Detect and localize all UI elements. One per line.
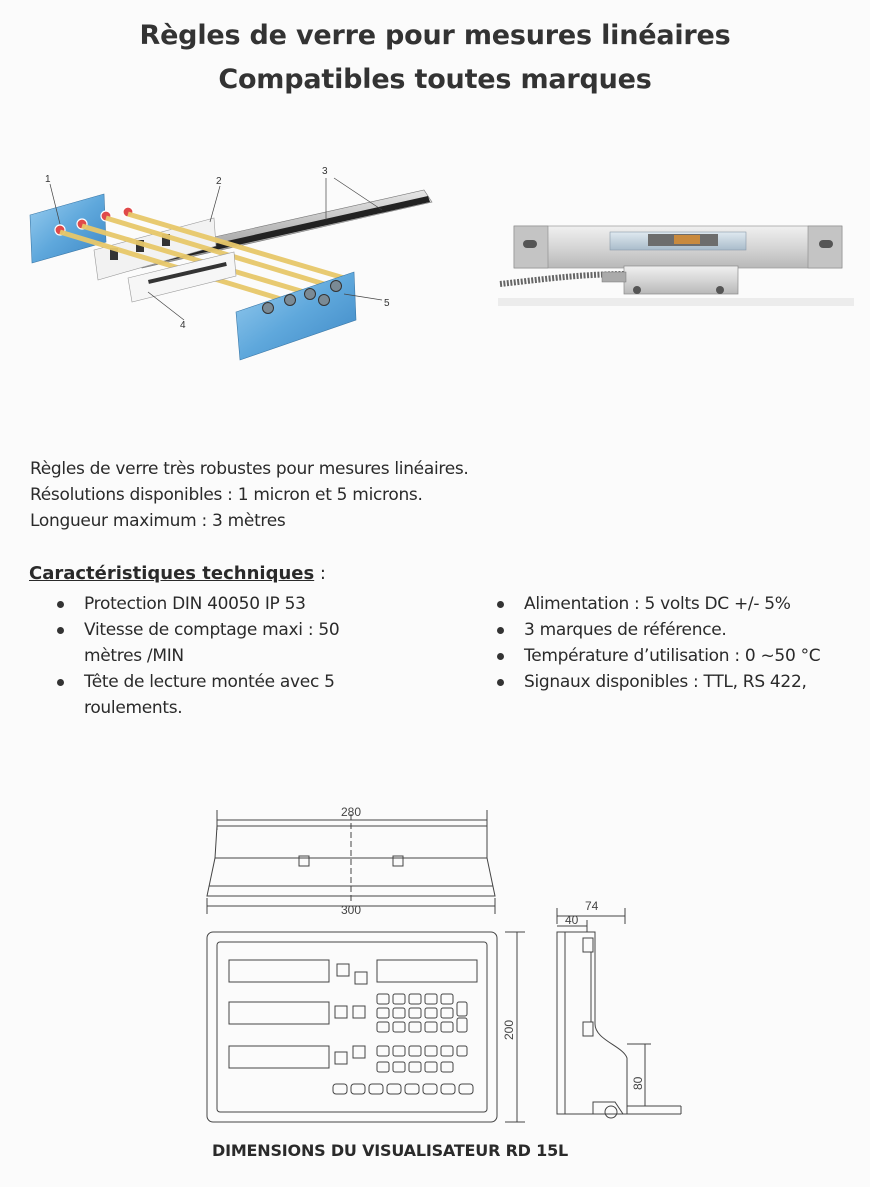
specs-heading-label: Caractéristiques techniques — [29, 563, 315, 584]
dim-280: 280 — [341, 805, 362, 819]
callout-2: 2 — [216, 176, 222, 187]
intro-text — [30, 456, 469, 534]
dim-40: 40 — [565, 913, 579, 927]
title-line-2: Compatibles toutes marques — [218, 64, 652, 95]
callout-4: 4 — [180, 320, 186, 331]
dim-200: 200 — [502, 1019, 516, 1040]
callout-3: 3 — [322, 166, 328, 177]
side-view-outline — [557, 932, 627, 1114]
spec-item: Vitesse de comptage maxi : 50 mètres /MIN — [57, 617, 387, 669]
specs-list-right — [497, 591, 857, 695]
dim-74: 74 — [585, 899, 599, 913]
specs-list-left — [57, 591, 387, 721]
glass-scale-product-image — [498, 222, 854, 308]
keypad — [333, 994, 473, 1094]
title-line-1: Règles de verre pour mesures linéaires — [139, 20, 731, 51]
spec-item: Température d’utilisation : 0 ~50 °C — [497, 643, 857, 669]
drawing-caption: DIMENSIONS DU VISUALISATEUR RD 15L — [212, 1141, 568, 1160]
specs-heading-suffix: : — [314, 563, 326, 584]
specs-heading — [29, 563, 326, 584]
page-title — [0, 14, 870, 102]
dim-80: 80 — [631, 1076, 645, 1090]
callout-5: 5 — [384, 298, 390, 309]
spec-item: Tête de lecture montée avec 5 roulements. — [57, 669, 387, 721]
spec-item: Protection DIN 40050 IP 53 — [57, 591, 387, 617]
spec-item: Signaux disponibles : TTL, RS 422, — [497, 669, 857, 695]
dim-300: 300 — [341, 903, 362, 917]
intro-line-1: Règles de verre très robustes pour mesures linéaires. — [30, 459, 469, 479]
spec-item: 3 marques de référence. — [497, 617, 857, 643]
glass-scale-principle-diagram — [24, 160, 444, 365]
intro-line-2: Résolutions disponibles : 1 micron et 5 microns. — [30, 485, 423, 505]
callout-1: 1 — [45, 174, 51, 185]
display-unit-dimension-drawing — [195, 796, 695, 1136]
spec-item: Alimentation : 5 volts DC +/- 5% — [497, 591, 857, 617]
intro-line-3: Longueur maximum : 3 mètres — [30, 511, 286, 531]
